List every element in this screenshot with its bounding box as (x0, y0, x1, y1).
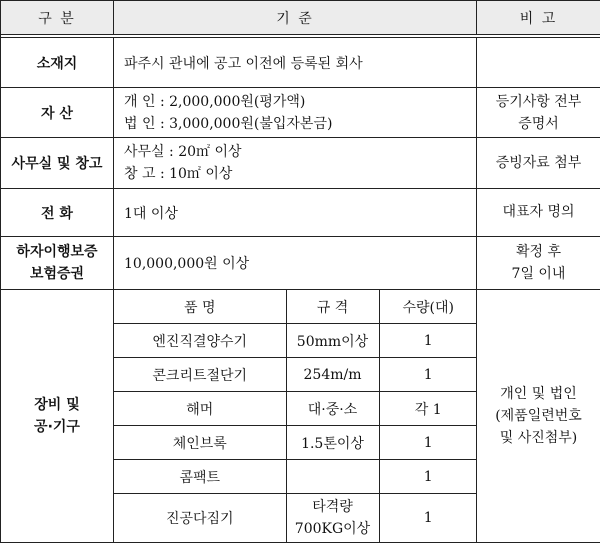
row-office (1, 138, 600, 189)
bond-label-line2: 보험증권 (1, 263, 113, 285)
row-phone (1, 189, 600, 237)
row-assets (1, 88, 600, 138)
equipment-note (477, 290, 600, 543)
equipment-spec: 50mm이상 (286, 324, 379, 358)
equipment-header-name: 품 명 (114, 290, 286, 324)
equipment-qty: 1 (379, 324, 477, 358)
equipment-header-qty: 수량(대) (379, 290, 477, 324)
bond-note-line1: 확정 후 (477, 241, 600, 263)
equipment-name: 체인브록 (114, 426, 286, 460)
phone-content: 1대 이상 (114, 189, 477, 237)
equipment-name: 해머 (114, 392, 286, 426)
location-label: 소재지 (1, 38, 114, 88)
equipment-spec: 1.5톤이상 (286, 426, 379, 460)
header-category: 구 분 (1, 1, 114, 35)
assets-label: 자 산 (1, 88, 114, 138)
equipment-spec (286, 494, 379, 543)
bond-label-line1: 하자이행보증 (1, 241, 113, 263)
equipment-header-spec: 규 격 (286, 290, 379, 324)
office-area: 사무실 : 20㎡ 이상 (124, 141, 476, 163)
equipment-name: 콤팩트 (114, 460, 286, 494)
header-remarks: 비 고 (477, 1, 600, 35)
equipment-spec: 254m/m (286, 358, 379, 392)
equipment-qty: 1 (379, 426, 477, 460)
equipment-qty: 1 (379, 494, 477, 543)
equipment-spec-line2: 700KG이상 (287, 518, 379, 540)
table-row (114, 494, 477, 543)
bond-note (477, 237, 600, 290)
equipment-content (114, 290, 477, 543)
bond-label (1, 237, 114, 290)
equipment-label (1, 290, 114, 543)
assets-note (477, 88, 600, 138)
equipment-note-line2: (제품일련번호 (477, 405, 600, 427)
equipment-qty: 1 (379, 358, 477, 392)
assets-individual: 개 인 : 2,000,000원(평가액) (124, 91, 476, 113)
header-criteria: 기 준 (114, 1, 477, 35)
equipment-name: 진공다짐기 (114, 494, 286, 543)
assets-corporate: 법 인 : 3,000,000원(불입자본금) (124, 113, 476, 135)
equipment-spec: 대·중·소 (286, 392, 379, 426)
equipment-name: 엔진직결양수기 (114, 324, 286, 358)
office-label: 사무실 및 창고 (1, 138, 114, 189)
equipment-spec-line1: 타격량 (287, 496, 379, 518)
office-note: 증빙자료 첨부 (477, 138, 600, 189)
equipment-name: 콘크리트절단기 (114, 358, 286, 392)
row-location (1, 38, 600, 88)
equipment-note-line1: 개인 및 법인 (477, 383, 600, 405)
table-row (114, 426, 477, 460)
location-note (477, 38, 600, 88)
equipment-note-line3: 및 사진첨부) (477, 427, 600, 449)
header-row (1, 1, 600, 35)
assets-content (114, 88, 477, 138)
bond-note-line2: 7일 이내 (477, 263, 600, 285)
office-content (114, 138, 477, 189)
assets-note-line1: 등기사항 전부 (477, 91, 600, 113)
equipment-spec (286, 460, 379, 494)
table-row (114, 358, 477, 392)
phone-note: 대표자 명의 (477, 189, 600, 237)
equipment-qty: 1 (379, 460, 477, 494)
assets-note-line2: 증명서 (477, 113, 600, 135)
bond-content: 10,000,000원 이상 (114, 237, 477, 290)
phone-label: 전 화 (1, 189, 114, 237)
table-row (114, 460, 477, 494)
table-row (114, 324, 477, 358)
equipment-label-line2: 공·기구 (1, 416, 113, 438)
equipment-qty: 각 1 (379, 392, 477, 426)
warehouse-area: 창 고 : 10㎡ 이상 (124, 163, 476, 185)
equipment-header-row (114, 290, 477, 324)
table-row (114, 392, 477, 426)
equipment-table (114, 290, 477, 542)
row-bond (1, 237, 600, 290)
equipment-label-line1: 장비 및 (1, 394, 113, 416)
location-content: 파주시 관내에 공고 이전에 등록된 회사 (114, 38, 477, 88)
row-equipment (1, 290, 600, 543)
